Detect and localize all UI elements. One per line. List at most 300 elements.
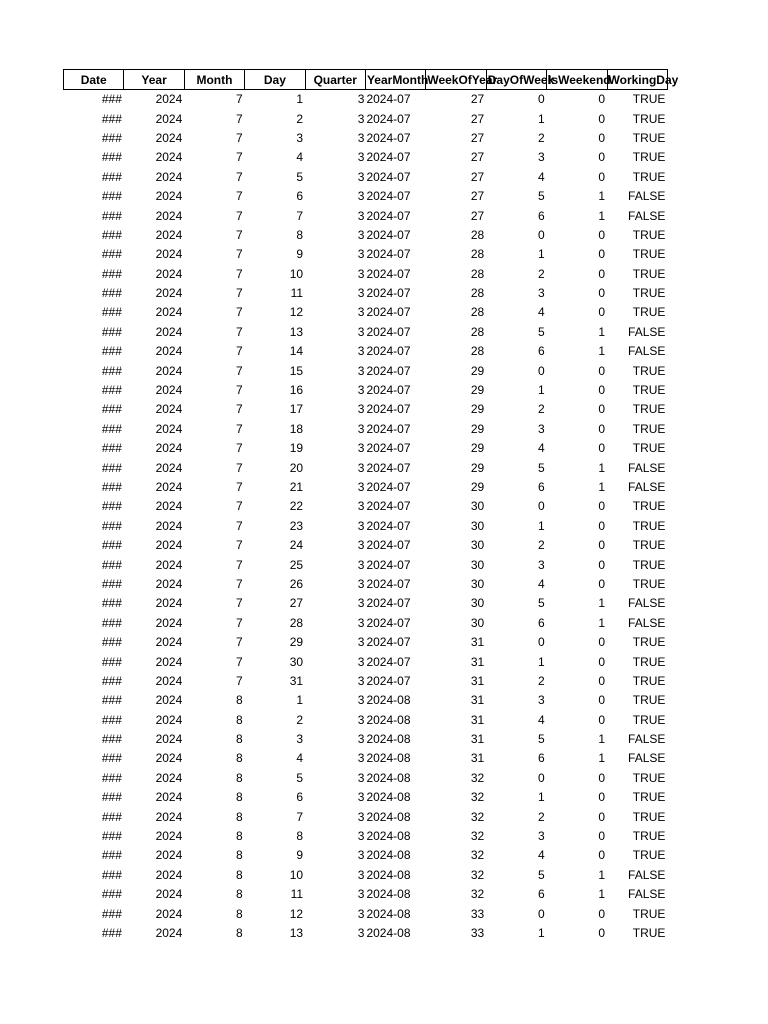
cell-workingday[interactable]: FALSE bbox=[628, 732, 666, 747]
cell-dayofweek[interactable]: 5 bbox=[537, 460, 545, 475]
cell-date[interactable]: ### bbox=[101, 751, 122, 766]
cell-yearmonth[interactable]: 2024-07 bbox=[366, 150, 411, 165]
cell-yearmonth[interactable]: 2024-07 bbox=[366, 208, 411, 223]
cell-isweekend[interactable]: 0 bbox=[598, 266, 606, 281]
cell-isweekend[interactable]: 0 bbox=[598, 848, 606, 863]
cell-year[interactable]: 2024 bbox=[155, 460, 183, 475]
cell-isweekend[interactable]: 0 bbox=[598, 790, 606, 805]
cell-month[interactable]: 7 bbox=[235, 169, 243, 184]
cell-dayofweek[interactable]: 4 bbox=[537, 305, 545, 320]
cell-yearmonth[interactable]: 2024-07 bbox=[366, 654, 411, 669]
column-header-year[interactable]: Year bbox=[124, 70, 184, 90]
cell-date[interactable]: ### bbox=[101, 305, 122, 320]
cell-year[interactable]: 2024 bbox=[155, 227, 183, 242]
cell-weekofyear[interactable]: 33 bbox=[470, 906, 485, 921]
cell-quarter[interactable]: 3 bbox=[357, 751, 365, 766]
cell-date[interactable]: ### bbox=[101, 247, 122, 262]
cell-workingday[interactable]: FALSE bbox=[628, 208, 666, 223]
cell-day[interactable]: 11 bbox=[290, 286, 304, 301]
cell-isweekend[interactable]: 1 bbox=[598, 344, 606, 359]
cell-workingday[interactable]: TRUE bbox=[632, 286, 666, 301]
cell-yearmonth[interactable]: 2024-07 bbox=[366, 615, 411, 630]
cell-quarter[interactable]: 3 bbox=[357, 421, 365, 436]
cell-month[interactable]: 7 bbox=[235, 324, 243, 339]
column-header-yearmonth[interactable]: YearMonth bbox=[365, 70, 425, 90]
cell-workingday[interactable]: FALSE bbox=[628, 751, 666, 766]
cell-date[interactable]: ### bbox=[101, 480, 122, 494]
cell-yearmonth[interactable]: 2024-08 bbox=[366, 906, 411, 921]
cell-isweekend[interactable]: 0 bbox=[598, 286, 606, 301]
cell-year[interactable]: 2024 bbox=[155, 499, 183, 514]
cell-weekofyear[interactable]: 27 bbox=[470, 208, 485, 223]
cell-day[interactable]: 30 bbox=[289, 654, 304, 669]
cell-year[interactable]: 2024 bbox=[155, 790, 183, 805]
column-header-date[interactable]: Date bbox=[64, 70, 124, 90]
cell-quarter[interactable]: 3 bbox=[357, 576, 365, 591]
cell-isweekend[interactable]: 1 bbox=[598, 460, 606, 475]
cell-yearmonth[interactable]: 2024-08 bbox=[366, 867, 411, 882]
cell-year[interactable]: 2024 bbox=[155, 111, 183, 126]
cell-workingday[interactable]: TRUE bbox=[632, 111, 666, 126]
cell-date[interactable]: ### bbox=[101, 130, 122, 145]
cell-date[interactable]: ### bbox=[101, 673, 122, 688]
cell-yearmonth[interactable]: 2024-07 bbox=[366, 576, 411, 591]
cell-isweekend[interactable]: 1 bbox=[598, 480, 606, 494]
cell-day[interactable]: 6 bbox=[296, 189, 304, 204]
cell-dayofweek[interactable]: 3 bbox=[537, 693, 545, 708]
cell-dayofweek[interactable]: 3 bbox=[537, 150, 545, 165]
cell-workingday[interactable]: FALSE bbox=[628, 615, 666, 630]
cell-isweekend[interactable]: 0 bbox=[598, 538, 606, 553]
cell-workingday[interactable]: TRUE bbox=[632, 829, 666, 844]
cell-yearmonth[interactable]: 2024-07 bbox=[366, 111, 411, 126]
cell-month[interactable]: 7 bbox=[235, 189, 243, 204]
cell-isweekend[interactable]: 0 bbox=[598, 809, 606, 824]
cell-weekofyear[interactable]: 27 bbox=[470, 150, 485, 165]
cell-quarter[interactable]: 3 bbox=[357, 266, 365, 281]
cell-date[interactable]: ### bbox=[101, 324, 122, 339]
cell-isweekend[interactable]: 1 bbox=[598, 732, 606, 747]
cell-dayofweek[interactable]: 0 bbox=[537, 906, 545, 921]
cell-month[interactable]: 7 bbox=[235, 402, 243, 417]
cell-year[interactable]: 2024 bbox=[155, 266, 183, 281]
cell-date[interactable]: ### bbox=[101, 887, 122, 902]
cell-month[interactable]: 7 bbox=[235, 654, 243, 669]
cell-weekofyear[interactable]: 30 bbox=[470, 576, 485, 591]
cell-day[interactable]: 29 bbox=[289, 635, 304, 650]
cell-date[interactable]: ### bbox=[101, 867, 122, 882]
cell-year[interactable]: 2024 bbox=[155, 208, 183, 223]
cell-dayofweek[interactable]: 5 bbox=[537, 189, 545, 204]
cell-yearmonth[interactable]: 2024-07 bbox=[366, 596, 411, 611]
cell-month[interactable]: 7 bbox=[235, 460, 243, 475]
cell-day[interactable]: 19 bbox=[289, 441, 304, 456]
cell-year[interactable]: 2024 bbox=[155, 480, 183, 494]
cell-month[interactable]: 7 bbox=[235, 615, 243, 630]
cell-isweekend[interactable]: 0 bbox=[598, 421, 606, 436]
cell-quarter[interactable]: 3 bbox=[357, 557, 365, 572]
cell-month[interactable]: 8 bbox=[235, 829, 243, 844]
cell-weekofyear[interactable]: 30 bbox=[470, 615, 485, 630]
cell-year[interactable]: 2024 bbox=[155, 925, 183, 940]
cell-date[interactable]: ### bbox=[101, 92, 122, 107]
cell-month[interactable]: 7 bbox=[235, 673, 243, 688]
cell-month[interactable]: 8 bbox=[235, 693, 243, 708]
cell-day[interactable]: 13 bbox=[289, 324, 304, 339]
cell-isweekend[interactable]: 0 bbox=[598, 770, 606, 785]
cell-weekofyear[interactable]: 30 bbox=[470, 557, 485, 572]
cell-workingday[interactable]: TRUE bbox=[632, 654, 666, 669]
cell-day[interactable]: 7 bbox=[296, 809, 304, 824]
cell-day[interactable]: 28 bbox=[289, 615, 304, 630]
cell-workingday[interactable]: TRUE bbox=[632, 925, 666, 940]
cell-dayofweek[interactable]: 2 bbox=[537, 538, 545, 553]
cell-dayofweek[interactable]: 0 bbox=[537, 92, 545, 107]
cell-month[interactable]: 8 bbox=[235, 887, 243, 902]
cell-isweekend[interactable]: 0 bbox=[598, 829, 606, 844]
cell-date[interactable]: ### bbox=[101, 344, 122, 359]
cell-year[interactable]: 2024 bbox=[155, 402, 183, 417]
cell-month[interactable]: 7 bbox=[235, 247, 243, 262]
cell-month[interactable]: 7 bbox=[235, 518, 243, 533]
cell-year[interactable]: 2024 bbox=[155, 344, 183, 359]
cell-month[interactable]: 7 bbox=[235, 227, 243, 242]
cell-quarter[interactable]: 3 bbox=[357, 363, 365, 378]
cell-isweekend[interactable]: 0 bbox=[598, 169, 606, 184]
cell-yearmonth[interactable]: 2024-07 bbox=[366, 460, 411, 475]
cell-dayofweek[interactable]: 0 bbox=[537, 227, 545, 242]
cell-isweekend[interactable]: 0 bbox=[598, 557, 606, 572]
cell-quarter[interactable]: 3 bbox=[357, 169, 365, 184]
cell-year[interactable]: 2024 bbox=[155, 324, 183, 339]
cell-yearmonth[interactable]: 2024-07 bbox=[366, 499, 411, 514]
cell-isweekend[interactable]: 0 bbox=[598, 247, 606, 262]
cell-year[interactable]: 2024 bbox=[155, 247, 183, 262]
cell-dayofweek[interactable]: 1 bbox=[537, 383, 545, 398]
cell-dayofweek[interactable]: 5 bbox=[537, 596, 545, 611]
cell-day[interactable]: 15 bbox=[289, 363, 304, 378]
cell-date[interactable]: ### bbox=[101, 576, 122, 591]
cell-year[interactable]: 2024 bbox=[155, 538, 183, 553]
cell-isweekend[interactable]: 1 bbox=[598, 189, 606, 204]
cell-day[interactable]: 5 bbox=[296, 770, 304, 785]
cell-year[interactable]: 2024 bbox=[155, 712, 183, 727]
cell-year[interactable]: 2024 bbox=[155, 770, 183, 785]
cell-date[interactable]: ### bbox=[101, 635, 122, 650]
cell-yearmonth[interactable]: 2024-08 bbox=[366, 809, 411, 824]
cell-year[interactable]: 2024 bbox=[155, 848, 183, 863]
cell-weekofyear[interactable]: 29 bbox=[470, 421, 485, 436]
cell-isweekend[interactable]: 1 bbox=[598, 596, 606, 611]
cell-month[interactable]: 7 bbox=[235, 635, 243, 650]
cell-weekofyear[interactable]: 28 bbox=[470, 324, 485, 339]
cell-yearmonth[interactable]: 2024-07 bbox=[366, 635, 411, 650]
cell-month[interactable]: 7 bbox=[235, 286, 243, 301]
cell-day[interactable]: 1 bbox=[296, 92, 304, 107]
cell-weekofyear[interactable]: 29 bbox=[470, 383, 485, 398]
cell-day[interactable]: 4 bbox=[296, 751, 304, 766]
cell-yearmonth[interactable]: 2024-07 bbox=[366, 480, 411, 494]
cell-date[interactable]: ### bbox=[101, 189, 122, 204]
cell-day[interactable]: 20 bbox=[289, 460, 304, 475]
cell-workingday[interactable]: FALSE bbox=[628, 324, 666, 339]
cell-isweekend[interactable]: 0 bbox=[598, 673, 606, 688]
cell-isweekend[interactable]: 0 bbox=[598, 130, 606, 145]
cell-dayofweek[interactable]: 4 bbox=[537, 169, 545, 184]
cell-workingday[interactable]: FALSE bbox=[628, 887, 666, 902]
cell-year[interactable]: 2024 bbox=[155, 751, 183, 766]
cell-yearmonth[interactable]: 2024-07 bbox=[366, 441, 411, 456]
cell-day[interactable]: 12 bbox=[289, 305, 304, 320]
cell-day[interactable]: 21 bbox=[289, 480, 304, 494]
cell-month[interactable]: 8 bbox=[235, 809, 243, 824]
cell-isweekend[interactable]: 0 bbox=[598, 383, 606, 398]
cell-month[interactable]: 7 bbox=[235, 576, 243, 591]
cell-workingday[interactable]: FALSE bbox=[628, 480, 666, 494]
cell-workingday[interactable]: TRUE bbox=[632, 712, 666, 727]
cell-year[interactable]: 2024 bbox=[155, 576, 183, 591]
cell-yearmonth[interactable]: 2024-07 bbox=[366, 227, 411, 242]
cell-yearmonth[interactable]: 2024-08 bbox=[366, 732, 411, 747]
cell-workingday[interactable]: FALSE bbox=[628, 344, 666, 359]
cell-day[interactable]: 3 bbox=[296, 732, 304, 747]
cell-quarter[interactable]: 3 bbox=[357, 615, 365, 630]
column-header-workingday[interactable]: WorkingDay bbox=[607, 70, 667, 90]
cell-quarter[interactable]: 3 bbox=[357, 286, 365, 301]
cell-date[interactable]: ### bbox=[101, 538, 122, 553]
cell-month[interactable]: 8 bbox=[235, 790, 243, 805]
cell-day[interactable]: 9 bbox=[296, 848, 304, 863]
cell-day[interactable]: 14 bbox=[289, 344, 304, 359]
cell-date[interactable]: ### bbox=[101, 790, 122, 805]
cell-yearmonth[interactable]: 2024-07 bbox=[366, 324, 411, 339]
cell-date[interactable]: ### bbox=[101, 848, 122, 863]
cell-dayofweek[interactable]: 2 bbox=[537, 673, 545, 688]
cell-dayofweek[interactable]: 1 bbox=[537, 518, 545, 533]
cell-month[interactable]: 7 bbox=[235, 441, 243, 456]
cell-year[interactable]: 2024 bbox=[155, 867, 183, 882]
cell-month[interactable]: 7 bbox=[235, 208, 243, 223]
cell-date[interactable]: ### bbox=[101, 732, 122, 747]
cell-year[interactable]: 2024 bbox=[155, 363, 183, 378]
cell-isweekend[interactable]: 0 bbox=[598, 441, 606, 456]
cell-workingday[interactable]: TRUE bbox=[632, 227, 666, 242]
cell-quarter[interactable]: 3 bbox=[357, 518, 365, 533]
cell-isweekend[interactable]: 0 bbox=[598, 305, 606, 320]
cell-quarter[interactable]: 3 bbox=[357, 305, 365, 320]
cell-month[interactable]: 8 bbox=[235, 732, 243, 747]
cell-workingday[interactable]: TRUE bbox=[632, 693, 666, 708]
cell-isweekend[interactable]: 1 bbox=[598, 208, 606, 223]
cell-day[interactable]: 8 bbox=[296, 829, 304, 844]
cell-weekofyear[interactable]: 31 bbox=[470, 673, 485, 688]
cell-weekofyear[interactable]: 31 bbox=[470, 654, 485, 669]
cell-month[interactable]: 8 bbox=[235, 848, 243, 863]
column-header-isweekend[interactable]: IsWeekend bbox=[547, 70, 607, 90]
cell-yearmonth[interactable]: 2024-08 bbox=[366, 925, 411, 940]
cell-workingday[interactable]: TRUE bbox=[632, 247, 666, 262]
cell-date[interactable]: ### bbox=[101, 770, 122, 785]
cell-year[interactable]: 2024 bbox=[155, 421, 183, 436]
cell-quarter[interactable]: 3 bbox=[357, 829, 365, 844]
cell-year[interactable]: 2024 bbox=[155, 169, 183, 184]
cell-date[interactable]: ### bbox=[101, 712, 122, 727]
cell-dayofweek[interactable]: 6 bbox=[537, 887, 545, 902]
cell-date[interactable]: ### bbox=[101, 441, 122, 456]
cell-yearmonth[interactable]: 2024-07 bbox=[366, 402, 411, 417]
cell-day[interactable]: 10 bbox=[289, 266, 304, 281]
cell-year[interactable]: 2024 bbox=[155, 654, 183, 669]
column-header-month[interactable]: Month bbox=[184, 70, 244, 90]
cell-isweekend[interactable]: 0 bbox=[598, 654, 606, 669]
cell-day[interactable]: 22 bbox=[289, 499, 304, 514]
cell-workingday[interactable]: TRUE bbox=[632, 92, 666, 107]
cell-workingday[interactable]: TRUE bbox=[632, 266, 666, 281]
cell-yearmonth[interactable]: 2024-07 bbox=[366, 286, 411, 301]
cell-quarter[interactable]: 3 bbox=[357, 635, 365, 650]
cell-isweekend[interactable]: 1 bbox=[598, 615, 606, 630]
cell-day[interactable]: 27 bbox=[289, 596, 304, 611]
cell-month[interactable]: 7 bbox=[235, 499, 243, 514]
cell-day[interactable]: 10 bbox=[289, 867, 304, 882]
cell-month[interactable]: 8 bbox=[235, 712, 243, 727]
cell-quarter[interactable]: 3 bbox=[357, 809, 365, 824]
cell-year[interactable]: 2024 bbox=[155, 732, 183, 747]
cell-weekofyear[interactable]: 31 bbox=[470, 732, 485, 747]
cell-workingday[interactable]: TRUE bbox=[632, 518, 666, 533]
cell-quarter[interactable]: 3 bbox=[357, 227, 365, 242]
cell-quarter[interactable]: 3 bbox=[357, 460, 365, 475]
cell-month[interactable]: 7 bbox=[235, 266, 243, 281]
cell-isweekend[interactable]: 0 bbox=[598, 693, 606, 708]
cell-workingday[interactable]: FALSE bbox=[628, 189, 666, 204]
cell-weekofyear[interactable]: 32 bbox=[470, 848, 485, 863]
cell-quarter[interactable]: 3 bbox=[357, 383, 365, 398]
cell-date[interactable]: ### bbox=[101, 829, 122, 844]
cell-year[interactable]: 2024 bbox=[155, 518, 183, 533]
cell-year[interactable]: 2024 bbox=[155, 130, 183, 145]
cell-date[interactable]: ### bbox=[101, 654, 122, 669]
cell-month[interactable]: 8 bbox=[235, 867, 243, 882]
cell-quarter[interactable]: 3 bbox=[357, 732, 365, 747]
cell-day[interactable]: 11 bbox=[290, 887, 304, 902]
cell-weekofyear[interactable]: 28 bbox=[470, 286, 485, 301]
cell-dayofweek[interactable]: 1 bbox=[537, 790, 545, 805]
cell-dayofweek[interactable]: 5 bbox=[537, 732, 545, 747]
cell-dayofweek[interactable]: 0 bbox=[537, 499, 545, 514]
cell-workingday[interactable]: TRUE bbox=[632, 130, 666, 145]
cell-workingday[interactable]: TRUE bbox=[632, 499, 666, 514]
cell-dayofweek[interactable]: 3 bbox=[537, 557, 545, 572]
cell-yearmonth[interactable]: 2024-08 bbox=[366, 693, 411, 708]
cell-workingday[interactable]: FALSE bbox=[628, 867, 666, 882]
cell-date[interactable]: ### bbox=[101, 906, 122, 921]
cell-dayofweek[interactable]: 2 bbox=[537, 402, 545, 417]
cell-workingday[interactable]: TRUE bbox=[632, 848, 666, 863]
cell-weekofyear[interactable]: 33 bbox=[470, 925, 485, 940]
cell-weekofyear[interactable]: 27 bbox=[470, 189, 485, 204]
cell-date[interactable]: ### bbox=[101, 169, 122, 184]
cell-month[interactable]: 8 bbox=[235, 770, 243, 785]
cell-year[interactable]: 2024 bbox=[155, 441, 183, 456]
column-header-dayofweek[interactable]: DayOfWeek bbox=[486, 70, 546, 90]
cell-weekofyear[interactable]: 29 bbox=[470, 402, 485, 417]
cell-yearmonth[interactable]: 2024-08 bbox=[366, 712, 411, 727]
cell-month[interactable]: 7 bbox=[235, 305, 243, 320]
cell-yearmonth[interactable]: 2024-08 bbox=[366, 790, 411, 805]
cell-workingday[interactable]: TRUE bbox=[632, 906, 666, 921]
cell-date[interactable]: ### bbox=[101, 518, 122, 533]
cell-quarter[interactable]: 3 bbox=[357, 111, 365, 126]
cell-workingday[interactable]: TRUE bbox=[632, 169, 666, 184]
cell-dayofweek[interactable]: 2 bbox=[537, 130, 545, 145]
cell-month[interactable]: 7 bbox=[235, 363, 243, 378]
cell-isweekend[interactable]: 0 bbox=[598, 576, 606, 591]
cell-date[interactable]: ### bbox=[101, 499, 122, 514]
cell-quarter[interactable]: 3 bbox=[357, 712, 365, 727]
cell-date[interactable]: ### bbox=[101, 421, 122, 436]
cell-day[interactable]: 1 bbox=[296, 693, 304, 708]
cell-workingday[interactable]: TRUE bbox=[632, 538, 666, 553]
cell-dayofweek[interactable]: 3 bbox=[537, 829, 545, 844]
cell-dayofweek[interactable]: 2 bbox=[537, 266, 545, 281]
cell-workingday[interactable]: TRUE bbox=[632, 576, 666, 591]
cell-yearmonth[interactable]: 2024-07 bbox=[366, 247, 411, 262]
cell-month[interactable]: 7 bbox=[235, 344, 243, 359]
cell-year[interactable]: 2024 bbox=[155, 383, 183, 398]
cell-month[interactable]: 8 bbox=[235, 751, 243, 766]
cell-month[interactable]: 7 bbox=[235, 538, 243, 553]
cell-date[interactable]: ### bbox=[101, 111, 122, 126]
cell-month[interactable]: 7 bbox=[235, 557, 243, 572]
cell-day[interactable]: 6 bbox=[296, 790, 304, 805]
cell-weekofyear[interactable]: 30 bbox=[470, 499, 485, 514]
cell-date[interactable]: ### bbox=[101, 150, 122, 165]
cell-date[interactable]: ### bbox=[101, 557, 122, 572]
cell-yearmonth[interactable]: 2024-08 bbox=[366, 770, 411, 785]
cell-dayofweek[interactable]: 5 bbox=[537, 867, 545, 882]
cell-workingday[interactable]: TRUE bbox=[632, 150, 666, 165]
cell-dayofweek[interactable]: 4 bbox=[537, 576, 545, 591]
cell-workingday[interactable]: FALSE bbox=[628, 596, 666, 611]
cell-weekofyear[interactable]: 29 bbox=[470, 480, 485, 494]
cell-weekofyear[interactable]: 32 bbox=[470, 809, 485, 824]
cell-year[interactable]: 2024 bbox=[155, 829, 183, 844]
cell-weekofyear[interactable]: 29 bbox=[470, 363, 485, 378]
cell-yearmonth[interactable]: 2024-07 bbox=[366, 344, 411, 359]
column-header-weekofyear[interactable]: WeekOfYear bbox=[426, 70, 486, 90]
column-header-quarter[interactable]: Quarter bbox=[305, 70, 365, 90]
cell-dayofweek[interactable]: 0 bbox=[537, 770, 545, 785]
cell-date[interactable]: ### bbox=[101, 596, 122, 611]
cell-day[interactable]: 25 bbox=[289, 557, 304, 572]
cell-year[interactable]: 2024 bbox=[155, 635, 183, 650]
cell-weekofyear[interactable]: 30 bbox=[470, 518, 485, 533]
cell-date[interactable]: ### bbox=[101, 286, 122, 301]
cell-workingday[interactable]: TRUE bbox=[632, 421, 666, 436]
cell-weekofyear[interactable]: 29 bbox=[470, 460, 485, 475]
cell-day[interactable]: 31 bbox=[289, 673, 304, 688]
cell-month[interactable]: 7 bbox=[235, 596, 243, 611]
cell-quarter[interactable]: 3 bbox=[357, 693, 365, 708]
cell-quarter[interactable]: 3 bbox=[357, 344, 365, 359]
cell-weekofyear[interactable]: 31 bbox=[470, 712, 485, 727]
cell-date[interactable]: ### bbox=[101, 809, 122, 824]
cell-day[interactable]: 2 bbox=[296, 712, 304, 727]
cell-quarter[interactable]: 3 bbox=[357, 654, 365, 669]
cell-year[interactable]: 2024 bbox=[155, 809, 183, 824]
cell-workingday[interactable]: TRUE bbox=[632, 305, 666, 320]
